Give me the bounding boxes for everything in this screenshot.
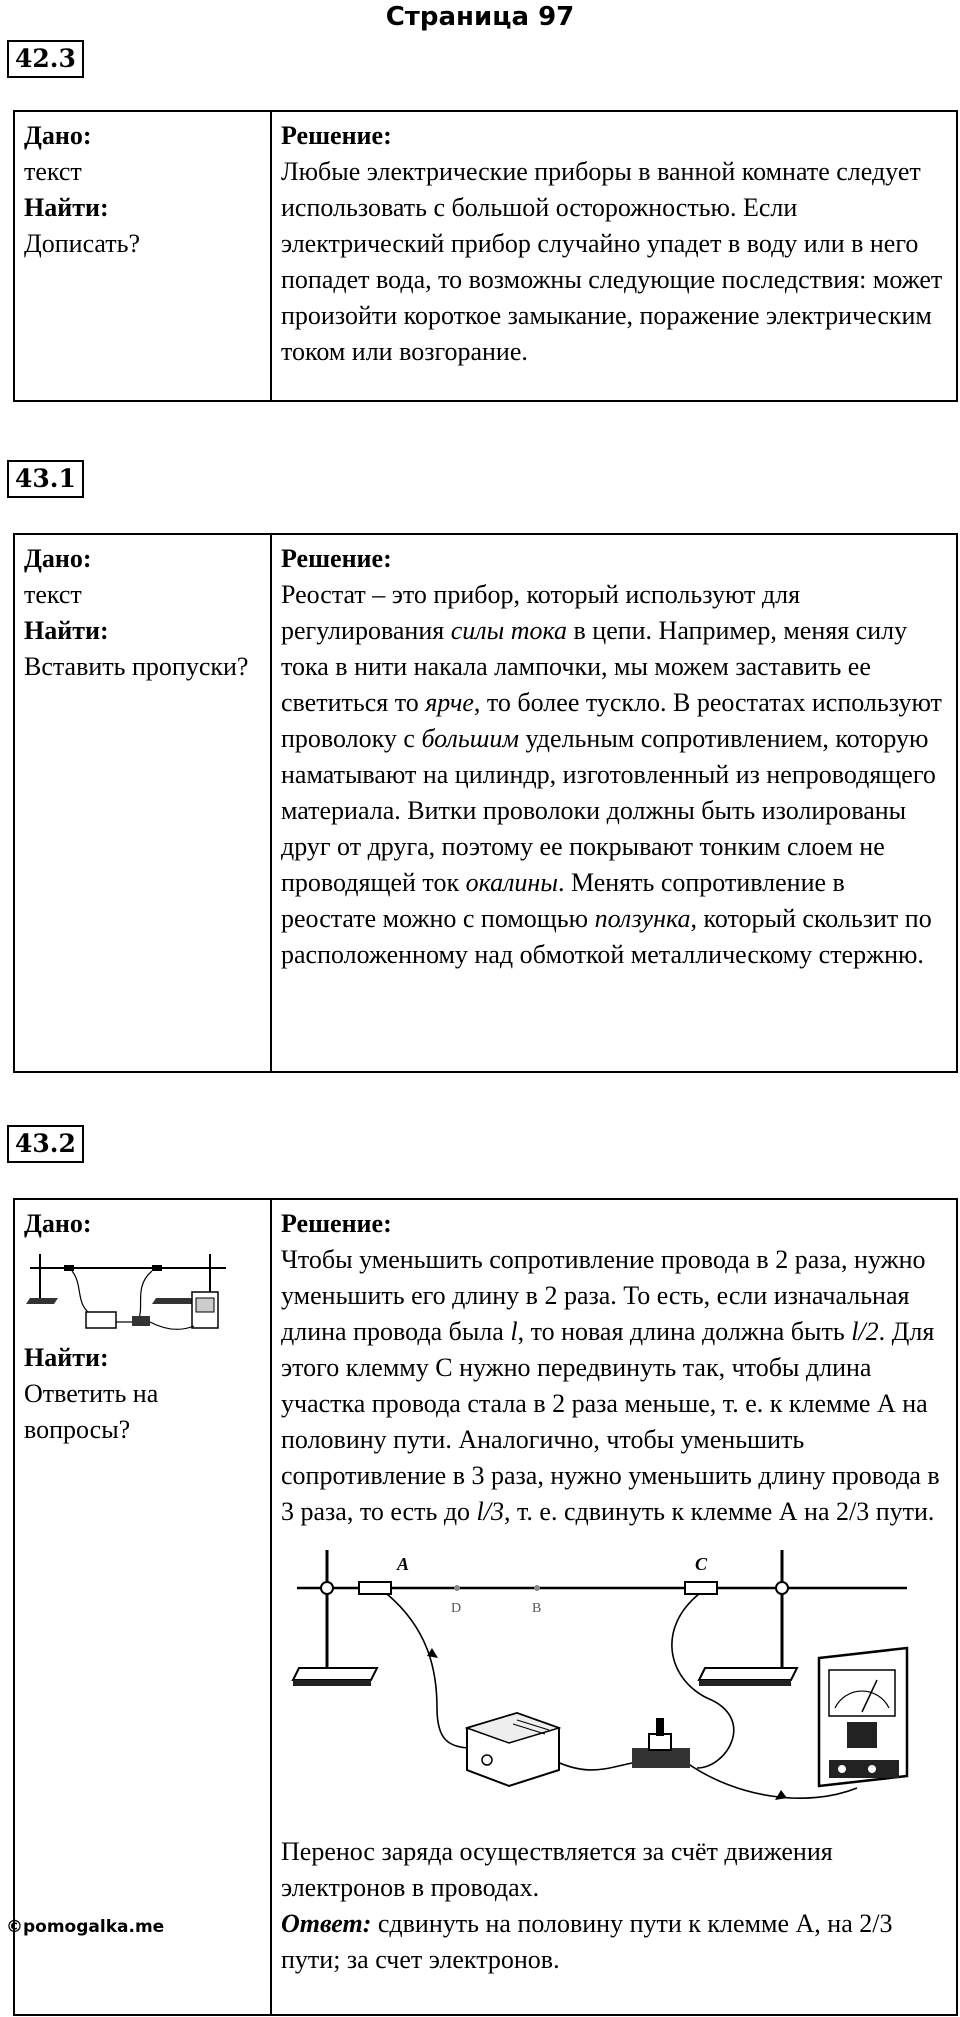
- given-cell: [14, 1199, 271, 2015]
- point-b-label: B: [532, 1601, 542, 1616]
- site-watermark: ©pomogalka.me: [6, 1917, 165, 1937]
- solution-text-part: , то более тускло. В реостатах используют проволоку с: [281, 688, 942, 753]
- given-cell: [14, 534, 271, 1072]
- filled-gap-brighter: ярче: [425, 688, 474, 717]
- find-value: Ответить на вопросы?: [24, 1379, 159, 1444]
- given-label: Дано:: [24, 1209, 92, 1238]
- formula-l: l: [510, 1317, 518, 1346]
- filled-gap-current: силы тока: [450, 616, 567, 645]
- clamp-c-label: C: [695, 1554, 708, 1574]
- solution-text-part: Чтобы уменьшить сопротивление провода в 2 раза, нужно уменьшить его длину в 2 раза. То есть, если изначальная длина провода была: [281, 1245, 926, 1346]
- given-label: Дано:: [24, 121, 92, 150]
- filled-gap-slider: ползунка: [594, 904, 691, 933]
- solution-cell: [271, 1199, 957, 2015]
- solution-text-part: . Менять сопротивление в реостате можно с помощью: [281, 868, 845, 933]
- find-label: Найти:: [24, 616, 109, 645]
- task-number-43-1: 43.1: [7, 460, 84, 498]
- formula-l-half: l/2: [851, 1317, 879, 1346]
- task-number-43-2: 43.2: [7, 1125, 84, 1163]
- filled-gap-scale: окалины: [465, 868, 558, 897]
- formula-l-third: l/3: [476, 1497, 504, 1526]
- solution-cell: [271, 111, 957, 401]
- solution-text-part: , то новая длина должна быть: [517, 1317, 852, 1346]
- given-value: текст: [24, 580, 82, 609]
- answer-label: Ответ:: [281, 1909, 372, 1938]
- solution-label: Решение:: [281, 544, 392, 573]
- given-value: текст: [24, 157, 82, 186]
- solution-cell: [271, 534, 957, 1072]
- circuit-thumbnail: [24, 1246, 236, 1338]
- solution-text-part: , т. е. сдвинуть к клемме А на 2/3 пути.: [504, 1497, 935, 1526]
- point-d-label: D: [451, 1601, 462, 1616]
- filled-gap-large: большим: [421, 724, 519, 753]
- circuit-figure: [287, 1538, 927, 1828]
- find-value: Вставить пропуски?: [24, 652, 249, 681]
- solution-label: Решение:: [281, 1209, 392, 1238]
- task-table-42-3: [13, 110, 958, 402]
- task-number-42-3: 42.3: [7, 40, 84, 78]
- given-label: Дано:: [24, 544, 92, 573]
- solution-text-part: Реостат – это прибор, который используют для регулирования: [281, 580, 801, 645]
- solution-text: Любые электрические приборы в ванной комнате следует использовать с большой осторожностью. Если электрический прибор случайно упадет в воду или в него попадет вода, то возможны следующие последствия: может произойти короткое замыкание, поражение электрическим током или возгорание.: [281, 157, 943, 366]
- solution-text-part: удельным сопротивлением, которую наматывают на цилиндр, изготовленный из непроводящего материала. Витки проволоки должны быть изолированы друг от друга, поэтому ее покрывают тонким слоем не проводящей ток: [281, 724, 936, 897]
- clamp-a-label: A: [397, 1554, 410, 1574]
- given-cell: [14, 111, 271, 401]
- solution-label: Решение:: [281, 121, 392, 150]
- find-value: Дописать?: [24, 229, 141, 258]
- find-label: Найти:: [24, 193, 109, 222]
- find-label: Найти:: [24, 1343, 109, 1372]
- page-title: Страница 97: [385, 2, 575, 32]
- task-table-43-2: [13, 1198, 958, 2016]
- solution-text-part: , который скользит по расположенному над обмоткой металлическому стержню.: [281, 904, 932, 969]
- task-table-43-1: [13, 533, 958, 1073]
- conclusion-text: Перенос заряда осуществляется за счёт движения электронов в проводах.: [281, 1837, 833, 1902]
- answer-text: сдвинуть на половину пути к клемме А, на 2/3 пути; за счет электронов.: [281, 1909, 893, 1974]
- solution-text: [281, 1242, 946, 1530]
- solution-text: [281, 577, 946, 973]
- solution-text-part: в цепи. Например, меняя силу тока в нити накала лампочки, мы можем заставить ее светиться то: [281, 616, 908, 717]
- solution-text-part: . Для этого клемму С нужно передвинуть так, чтобы длина участка провода стала в 2 раза меньше, т. е. к клемме А на половину пути. Аналогично, чтобы уменьшить сопротивление в 3 раза, нужно уменьшить длину провода в 3 раза, то есть до: [281, 1317, 940, 1526]
- answer: [281, 1906, 946, 1978]
